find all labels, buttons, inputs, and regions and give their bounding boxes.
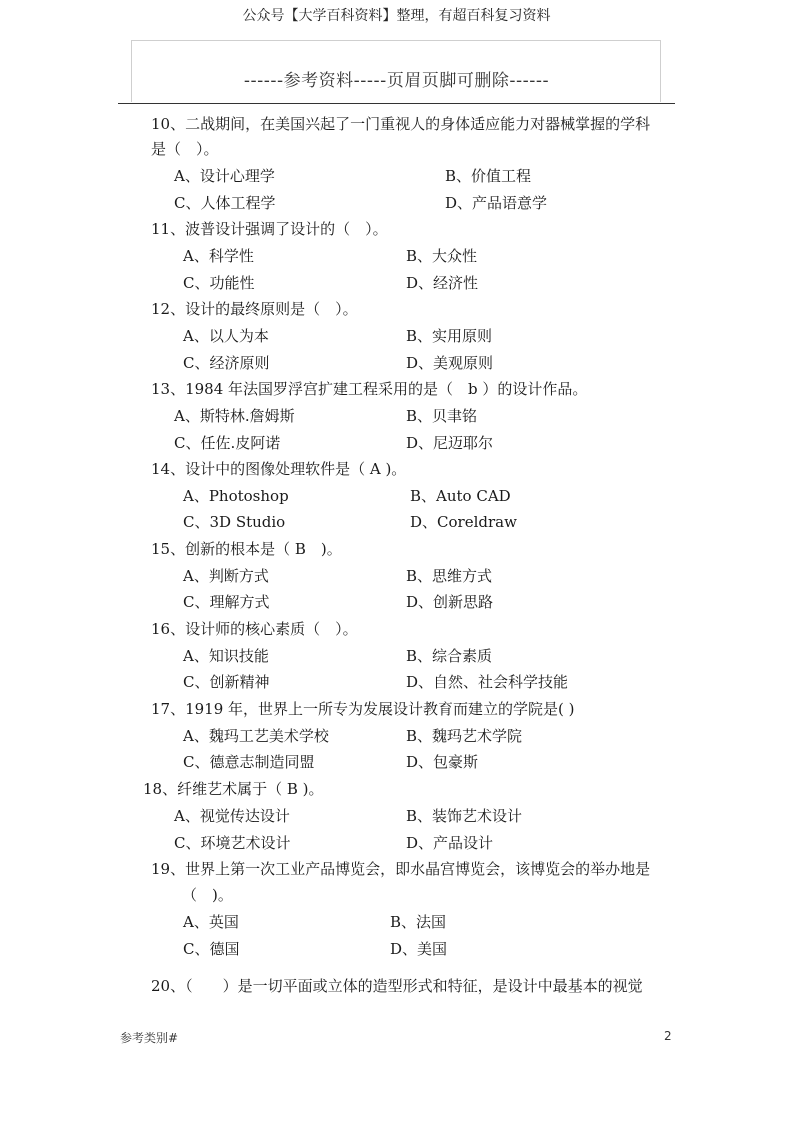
question-18-option-b: B、装饰艺术设计 bbox=[406, 807, 523, 825]
question-20-line-1: 20、（ ）是一切平面或立体的造型形式和特征，是设计中最基本的视觉 bbox=[151, 977, 643, 995]
question-15-line-1: 15、创新的根本是（ B )。 bbox=[151, 540, 342, 558]
question-11-line-1: 11、波普设计强调了设计的（ ）。 bbox=[151, 220, 388, 238]
question-10-line-1: 10、二战期间，在美国兴起了一门重视人的身体适应能力对器械掌握的学科 bbox=[151, 115, 651, 133]
question-14-option-c: C、3D Studio bbox=[183, 513, 286, 531]
question-11-option-c: C、功能性 bbox=[183, 274, 255, 292]
question-11-option-b: B、大众性 bbox=[406, 247, 478, 265]
question-19-option-a: A、英国 bbox=[183, 913, 239, 931]
question-16-option-c: C、创新精神 bbox=[183, 673, 270, 691]
question-10-line-2: 是（ ）。 bbox=[151, 140, 219, 158]
question-12-option-d: D、美观原则 bbox=[406, 354, 494, 372]
question-13-option-d: D、尼迈耶尔 bbox=[406, 434, 494, 452]
question-10-option-c: C、人体工程学 bbox=[174, 194, 276, 212]
question-15-option-a: A、判断方式 bbox=[183, 567, 269, 585]
question-19-option-b: B、法国 bbox=[390, 913, 447, 931]
question-19-line-1: 19、世界上第一次工业产品博览会，即水晶宫博览会，该博览会的举办地是 bbox=[151, 860, 651, 878]
question-15-option-c: C、理解方式 bbox=[183, 593, 270, 611]
page-number: 2 bbox=[664, 1029, 672, 1043]
question-16-line-1: 16、设计师的核心素质（ ）。 bbox=[151, 620, 358, 638]
question-15-option-d: D、创新思路 bbox=[406, 593, 494, 611]
question-17-line-1: 17、1919 年，世界上一所专为发展设计教育而建立的学院是( ) bbox=[151, 700, 575, 718]
question-17-option-a: A、魏玛工艺美术学校 bbox=[183, 727, 329, 745]
question-19-option-c: C、德国 bbox=[183, 940, 240, 958]
question-14-line-1: 14、设计中的图像处理软件是（ A )。 bbox=[151, 460, 407, 478]
question-17-option-d: D、包豪斯 bbox=[406, 753, 479, 771]
question-13-option-b: B、贝聿铭 bbox=[406, 407, 478, 425]
top-note: 公众号【大学百科资料】整理，有超百科复习资料 bbox=[242, 8, 551, 24]
question-14-option-b: B、Auto CAD bbox=[410, 487, 511, 505]
question-16-option-b: B、综合素质 bbox=[406, 647, 493, 665]
question-11-option-d: D、经济性 bbox=[406, 274, 479, 292]
question-13-line-1: 13、1984 年法国罗浮宫扩建工程采用的是（ b ）的设计作品。 bbox=[151, 380, 588, 398]
question-19-line-2: （ )。 bbox=[182, 886, 233, 904]
question-10-option-a: A、设计心理学 bbox=[174, 167, 275, 185]
question-14-option-d: D、Coreldraw bbox=[410, 513, 517, 531]
footer-category: 参考类别# bbox=[120, 1031, 179, 1045]
question-18-option-d: D、产品设计 bbox=[406, 834, 494, 852]
question-16-option-d: D、自然、社会科学技能 bbox=[406, 673, 569, 691]
question-10-option-b: B、价值工程 bbox=[445, 167, 532, 185]
question-17-option-c: C、德意志制造同盟 bbox=[183, 753, 315, 771]
header-rule bbox=[118, 103, 675, 104]
question-12-option-b: B、实用原则 bbox=[406, 327, 493, 345]
question-12-option-c: C、经济原则 bbox=[183, 354, 270, 372]
question-14-option-a: A、Photoshop bbox=[183, 487, 289, 505]
question-12-option-a: A、以人为本 bbox=[183, 327, 269, 345]
question-16-option-a: A、知识技能 bbox=[183, 647, 269, 665]
header-text: ------参考资料-----页眉页脚可删除------ bbox=[243, 71, 550, 91]
question-12-line-1: 12、设计的最终原则是（ ）。 bbox=[151, 300, 358, 318]
question-13-option-c: C、任佐.皮阿诺 bbox=[174, 434, 281, 452]
question-15-option-b: B、思维方式 bbox=[406, 567, 493, 585]
question-11-option-a: A、科学性 bbox=[183, 247, 254, 265]
question-17-option-b: B、魏玛艺术学院 bbox=[406, 727, 523, 745]
question-13-option-a: A、斯特林.詹姆斯 bbox=[174, 407, 295, 425]
question-18-option-c: C、环境艺术设计 bbox=[174, 834, 291, 852]
question-10-option-d: D、产品语意学 bbox=[445, 194, 548, 212]
question-18-line-1: 18、纤维艺术属于（ B )。 bbox=[143, 780, 324, 798]
question-19-option-d: D、美国 bbox=[390, 940, 448, 958]
question-18-option-a: A、视觉传达设计 bbox=[174, 807, 290, 825]
